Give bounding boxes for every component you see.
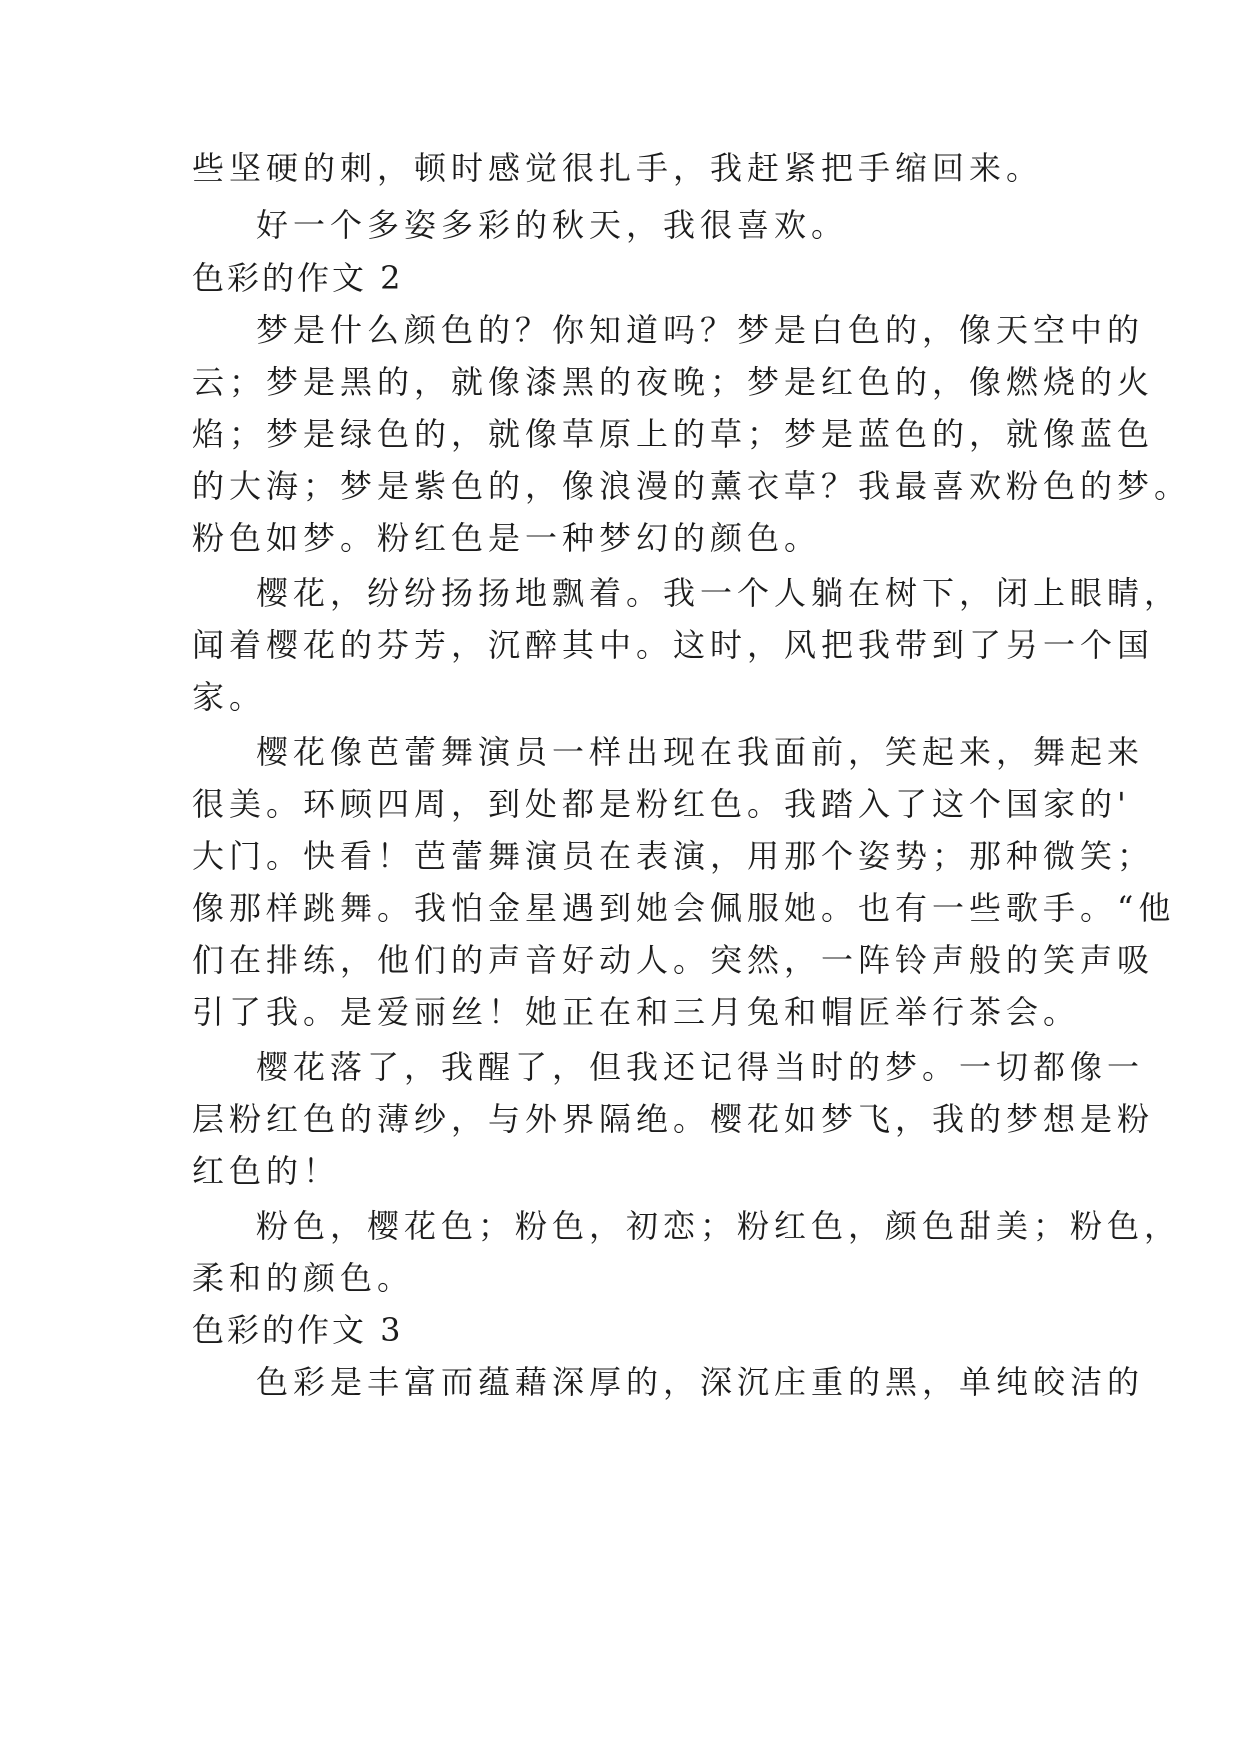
paragraph-line: 云；梦是黑的，就像漆黑的夜晚；梦是红色的，像燃烧的火 [192,363,1155,401]
paragraph-line: 大门。快看！芭蕾舞演员在表演，用那个姿势；那种微笑； [192,837,1155,875]
paragraph-line: 的大海；梦是紫色的，像浪漫的薰衣草？我最喜欢粉色的梦。 [192,467,1192,505]
paragraph-line: 红色的！ [192,1152,341,1190]
section-heading: 色彩的作文 2 [192,259,404,297]
paragraph-line: 好一个多姿多彩的秋天，我很喜欢。 [256,206,849,244]
paragraph-line: 层粉红色的薄纱，与外界隔绝。樱花如梦飞，我的梦想是粉 [192,1100,1155,1138]
section-heading: 色彩的作文 3 [192,1311,404,1349]
paragraph-line: 樱花，纷纷扬扬地飘着。我一个人躺在树下，闭上眼睛， [256,574,1182,612]
paragraph-line: 引了我。是爱丽丝！她正在和三月兔和帽匠举行茶会。 [192,993,1081,1031]
paragraph-line: 焰；梦是绿色的，就像草原上的草；梦是蓝色的，就像蓝色 [192,415,1155,453]
paragraph-line: 樱花落了，我醒了，但我还记得当时的梦。一切都像一 [256,1048,1145,1086]
paragraph-line: 粉色，樱花色；粉色，初恋；粉红色，颜色甜美；粉色， [256,1207,1182,1245]
paragraph-line: 樱花像芭蕾舞演员一样出现在我面前，笑起来，舞起来 [256,733,1145,771]
paragraph-line: 们在排练，他们的声音好动人。突然，一阵铃声般的笑声吸 [192,941,1155,979]
paragraph-line: 柔和的颜色。 [192,1259,415,1297]
paragraph-line: 闻着樱花的芬芳，沉醉其中。这时，风把我带到了另一个国 [192,626,1155,664]
paragraph-line: 像那样跳舞。我怕金星遇到她会佩服她。也有一些歌手。“他 [192,889,1176,927]
paragraph-line: 粉色如梦。粉红色是一种梦幻的颜色。 [192,519,822,557]
paragraph-line: 些坚硬的刺，顿时感觉很扎手，我赶紧把手缩回来。 [192,149,1044,187]
paragraph-line: 色彩是丰富而蕴藉深厚的，深沉庄重的黑，单纯皎洁的 [256,1363,1145,1401]
paragraph-line: 家。 [192,678,267,716]
paragraph-line: 梦是什么颜色的？你知道吗？梦是白色的，像天空中的 [256,311,1145,349]
paragraph-line: 很美。环顾四周，到处都是粉红色。我踏入了这个国家的' [192,785,1131,823]
